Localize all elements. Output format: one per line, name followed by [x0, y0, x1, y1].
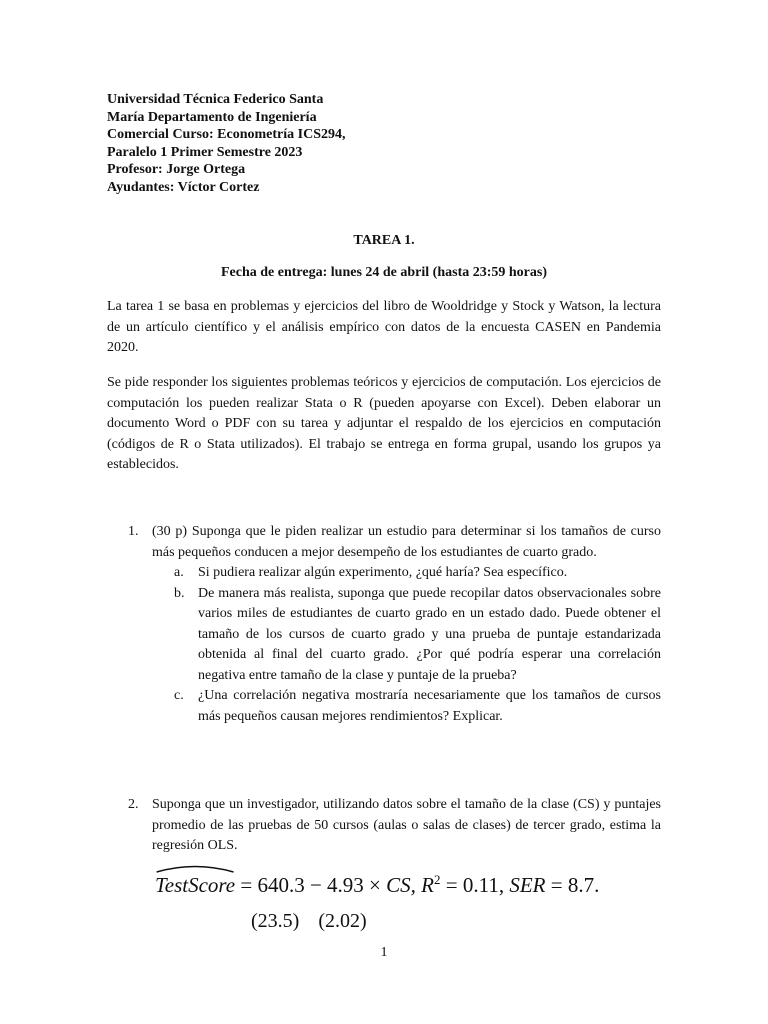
sub-question-b	[174, 584, 661, 687]
header-line: Ayudantes: Víctor Cortez	[107, 179, 260, 195]
due-date: Fecha de entrega: lunes 24 de abril (hasta 23:59 horas)	[221, 265, 547, 280]
hat-accent-icon	[155, 863, 235, 873]
formula-ser-label: SER	[509, 873, 546, 897]
regression-formula	[155, 872, 599, 898]
header-line: Profesor: Jorge Ortega	[107, 162, 246, 178]
formula-r2-exponent: 2	[434, 872, 441, 887]
formula-cs: CS	[386, 873, 411, 897]
question-2	[128, 795, 661, 857]
question-text: (30 p) Suponga que le piden realizar un estudio para determinar si los tamaños de curso más pequeños conducen a mejor desempeño de los estudiantes de cuarto grado.	[152, 524, 661, 560]
sub-question-mark: c.	[174, 688, 184, 703]
question-text: Suponga que un investigador, utilizando datos sobre el tamaño de la clase (CS) y puntajes promedio de las pruebas de 50 cursos (aulas o salas de clases) de tercer grado, estima la regresión OLS.	[152, 797, 661, 853]
instructions-paragraph: Se pide responder los siguientes problemas teóricos y ejercicios de computación. Los ejercicios de computación los pueden realizar Stata o R (pueden apoyarse con Excel). Deben elaborar un documento Word o PDF con su tarea y adjuntar el respaldo de los ejercicios en computación (códigos de R o Stata utilizados). El trabajo se entrega en forma grupal, usando los grupos ya establecidos.	[107, 375, 661, 472]
question-number: 1.	[128, 524, 139, 539]
formula-ser-value: = 8.7.	[545, 873, 600, 897]
page-number: 1	[380, 945, 388, 960]
intro-paragraph: La tarea 1 se basa en problemas y ejercicios del libro de Wooldridge y Stock y Watson, la lectura de un artículo científico y el análisis empírico con datos de la encuesta CASEN en Pandemia 2020.	[107, 299, 661, 355]
header-line: Paralelo 1 Primer Semestre 2023	[107, 144, 303, 160]
header-line: María Departamento de Ingeniería	[107, 109, 317, 125]
header-line: Comercial Curso: Econometría ICS294,	[107, 127, 346, 143]
formula-lhs-text: TestScore	[155, 873, 236, 897]
sub-question-a	[174, 563, 661, 584]
assignment-title: TAREA 1.	[353, 233, 415, 248]
header-line: Universidad Técnica Federico Santa	[107, 92, 324, 107]
se-intercept: (23.5)	[251, 910, 300, 932]
sub-question-text: ¿Una correlación negativa mostraría necesariamente que los tamaños de cursos más pequeños causan mejores rendimientos? Explicar.	[198, 688, 661, 724]
question-1	[128, 522, 661, 727]
sub-question-mark: b.	[174, 585, 185, 601]
formula-lhs	[155, 872, 235, 898]
se-slope: (2.02)	[318, 910, 367, 932]
course-header	[107, 91, 346, 197]
sub-question-text: Si pudiera realizar algún experimento, ¿qué haría? Sea específico.	[198, 565, 568, 580]
formula-equation: = 640.3 − 4.93 ×	[235, 873, 387, 897]
question-number: 2.	[128, 797, 139, 812]
sub-question-mark: a.	[174, 565, 184, 580]
formula-r2-value: = 0.11,	[440, 873, 510, 897]
standard-errors	[251, 910, 381, 933]
sub-question-c	[174, 686, 661, 727]
formula-r2-prefix: , R	[410, 873, 434, 897]
sub-question-text: De manera más realista, suponga que puede recopilar datos observacionales sobre varios miles de estudiantes de cuarto grado en un estado dado. Puede obtener el tamaño de los cursos de cuarto grado y una prueba de puntaje estandarizada obtenida al final del cuarto grado. ¿Por qué podría esperar una correlación negativa entre tamaño de la clase y puntaje de la prueba?	[198, 585, 661, 683]
